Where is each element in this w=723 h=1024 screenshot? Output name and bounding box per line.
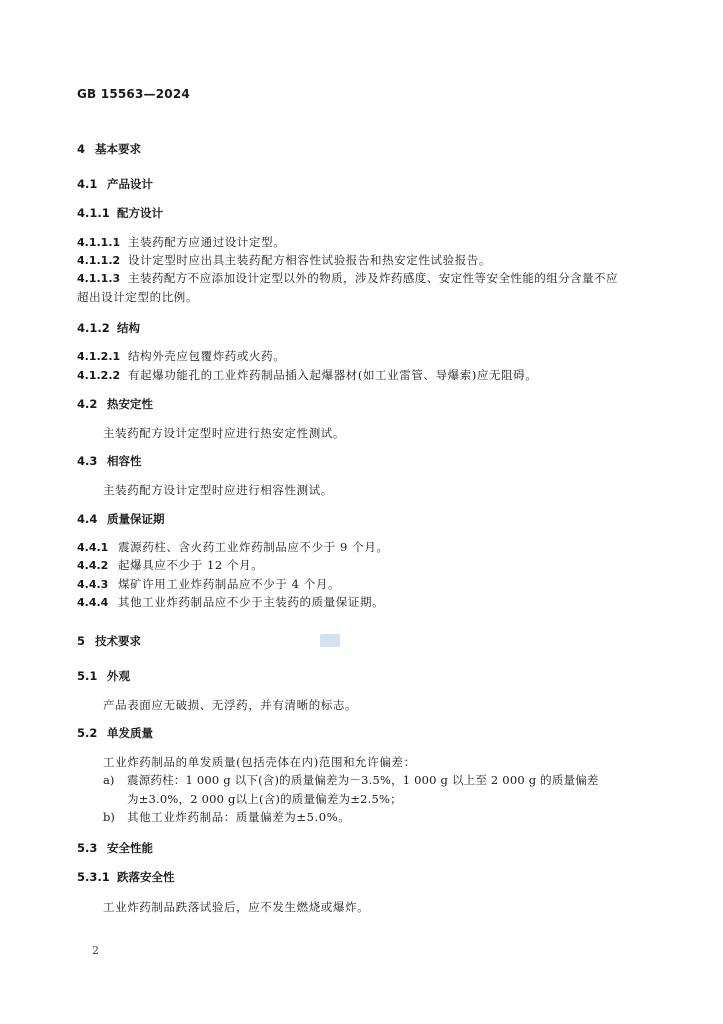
clause-4-1-1-3	[77, 270, 618, 286]
section-title: 跌落安全性	[117, 870, 175, 884]
section-number: 4.1	[77, 177, 98, 191]
clause-4-1-1-2	[77, 252, 491, 268]
section-5-2-heading	[77, 725, 153, 741]
section-number: 5.1	[77, 669, 98, 683]
section-number: 4.3	[77, 454, 98, 468]
list-item-b	[103, 809, 350, 825]
section-number: 4.4	[77, 512, 98, 526]
section-title: 热安定性	[107, 397, 153, 411]
section-5-1-heading	[77, 668, 130, 684]
section-number: 5.3.1	[77, 870, 110, 884]
clause-text: 结构外壳应包覆炸药或火药。	[128, 349, 286, 363]
section-title: 产品设计	[107, 177, 153, 191]
clause-4-4-4	[77, 594, 384, 610]
section-4-1-2-heading	[77, 320, 140, 336]
clause-text: 设计定型时应出具主装药配方相容性试验报告和热安定性试验报告。	[128, 253, 491, 267]
section-4-heading	[77, 141, 141, 157]
clause-4-4-3	[77, 576, 340, 592]
section-title: 结构	[117, 321, 140, 335]
clause-number: 4.4.2	[77, 559, 109, 572]
clause-number: 4.4.4	[77, 596, 109, 609]
section-title: 安全性能	[107, 841, 153, 855]
clause-4-4-1	[77, 539, 389, 555]
clause-text: 有起爆功能孔的工业炸药制品插入起爆器材(如工业雷管、导爆索)应无阻碍。	[128, 368, 538, 382]
section-4-2-heading	[77, 396, 153, 412]
section-5-1-text: 产品表面应无破损、无浮药，并有清晰的标志。	[103, 698, 358, 712]
clause-number: 4.1.1.3	[77, 272, 121, 285]
section-5-2-text: 工业炸药制品的单发质量(包括壳体在内)范围和允许偏差：	[103, 755, 416, 769]
list-label: a)	[103, 773, 115, 787]
section-5-3-heading	[77, 840, 153, 856]
section-4-2-text: 主装药配方设计定型时应进行热安定性测试。	[103, 426, 345, 440]
section-4-4-heading	[77, 511, 165, 527]
clause-4-1-2-1	[77, 348, 285, 364]
list-item-a-continued: 为±3.0%，2 000 g以上(含)的质量偏差为±2.5%；	[127, 792, 402, 806]
section-title: 单发质量	[107, 726, 153, 740]
section-5-heading	[77, 633, 141, 649]
section-number: 4	[77, 142, 86, 156]
section-4-3-text: 主装药配方设计定型时应进行相容性测试。	[103, 483, 333, 497]
section-title: 质量保证期	[107, 512, 165, 526]
clause-text: 煤矿许用工业炸药制品应不少于 4 个月。	[118, 577, 341, 591]
clause-text: 其他工业炸药制品应不少于主装药的质量保证期。	[118, 595, 385, 609]
clause-number: 4.4.1	[77, 541, 109, 554]
section-title: 外观	[107, 669, 130, 683]
clause-text: 震源药柱、含火药工业炸药制品应不少于 9 个月。	[118, 540, 389, 554]
section-4-1-1-heading	[77, 205, 163, 221]
section-number: 4.2	[77, 397, 98, 411]
clause-text: 主装药配方应通过设计定型。	[128, 235, 286, 249]
clause-number: 4.1.1.1	[77, 236, 121, 249]
section-title: 配方设计	[117, 206, 163, 220]
section-title: 基本要求	[95, 142, 141, 156]
clause-4-1-1-1	[77, 234, 285, 250]
section-5-3-1-text: 工业炸药制品跌落试验后，应不发生燃烧或爆炸。	[103, 900, 370, 914]
section-number: 5	[77, 634, 86, 648]
clause-4-4-2	[77, 557, 263, 573]
section-title: 技术要求	[95, 634, 141, 648]
section-number: 4.1.2	[77, 321, 110, 335]
section-number: 5.3	[77, 841, 98, 855]
clause-text: 起爆具应不少于 12 个月。	[118, 558, 264, 572]
page-number: 2	[92, 944, 99, 957]
clause-number: 4.4.3	[77, 578, 109, 591]
section-title: 相容性	[107, 454, 142, 468]
clause-4-1-1-3-continued: 超出设计定型的比例。	[77, 290, 198, 304]
section-5-3-1-heading	[77, 869, 175, 885]
watermark-logo	[320, 634, 340, 647]
section-number: 5.2	[77, 726, 98, 740]
document-header-code: GB 15563—2024	[77, 87, 190, 101]
list-text: 震源药柱：1 000 g 以下(含)的质量偏差为－3.5%，1 000 g 以上至 2 000 g 的质量偏差	[127, 773, 599, 787]
clause-text: 主装药配方不应添加设计定型以外的物质，涉及炸药感度、安定性等安全性能的组分含量不应	[128, 271, 618, 285]
list-text: 其他工业炸药制品：质量偏差为±5.0%。	[127, 810, 351, 824]
section-4-1-heading	[77, 176, 153, 192]
clause-number: 4.1.1.2	[77, 254, 121, 267]
clause-4-1-2-2	[77, 367, 537, 383]
clause-number: 4.1.2.1	[77, 350, 121, 363]
clause-number: 4.1.2.2	[77, 369, 121, 382]
section-number: 4.1.1	[77, 206, 110, 220]
list-item-a	[103, 772, 599, 788]
section-4-3-heading	[77, 453, 142, 469]
list-label: b)	[103, 810, 115, 824]
